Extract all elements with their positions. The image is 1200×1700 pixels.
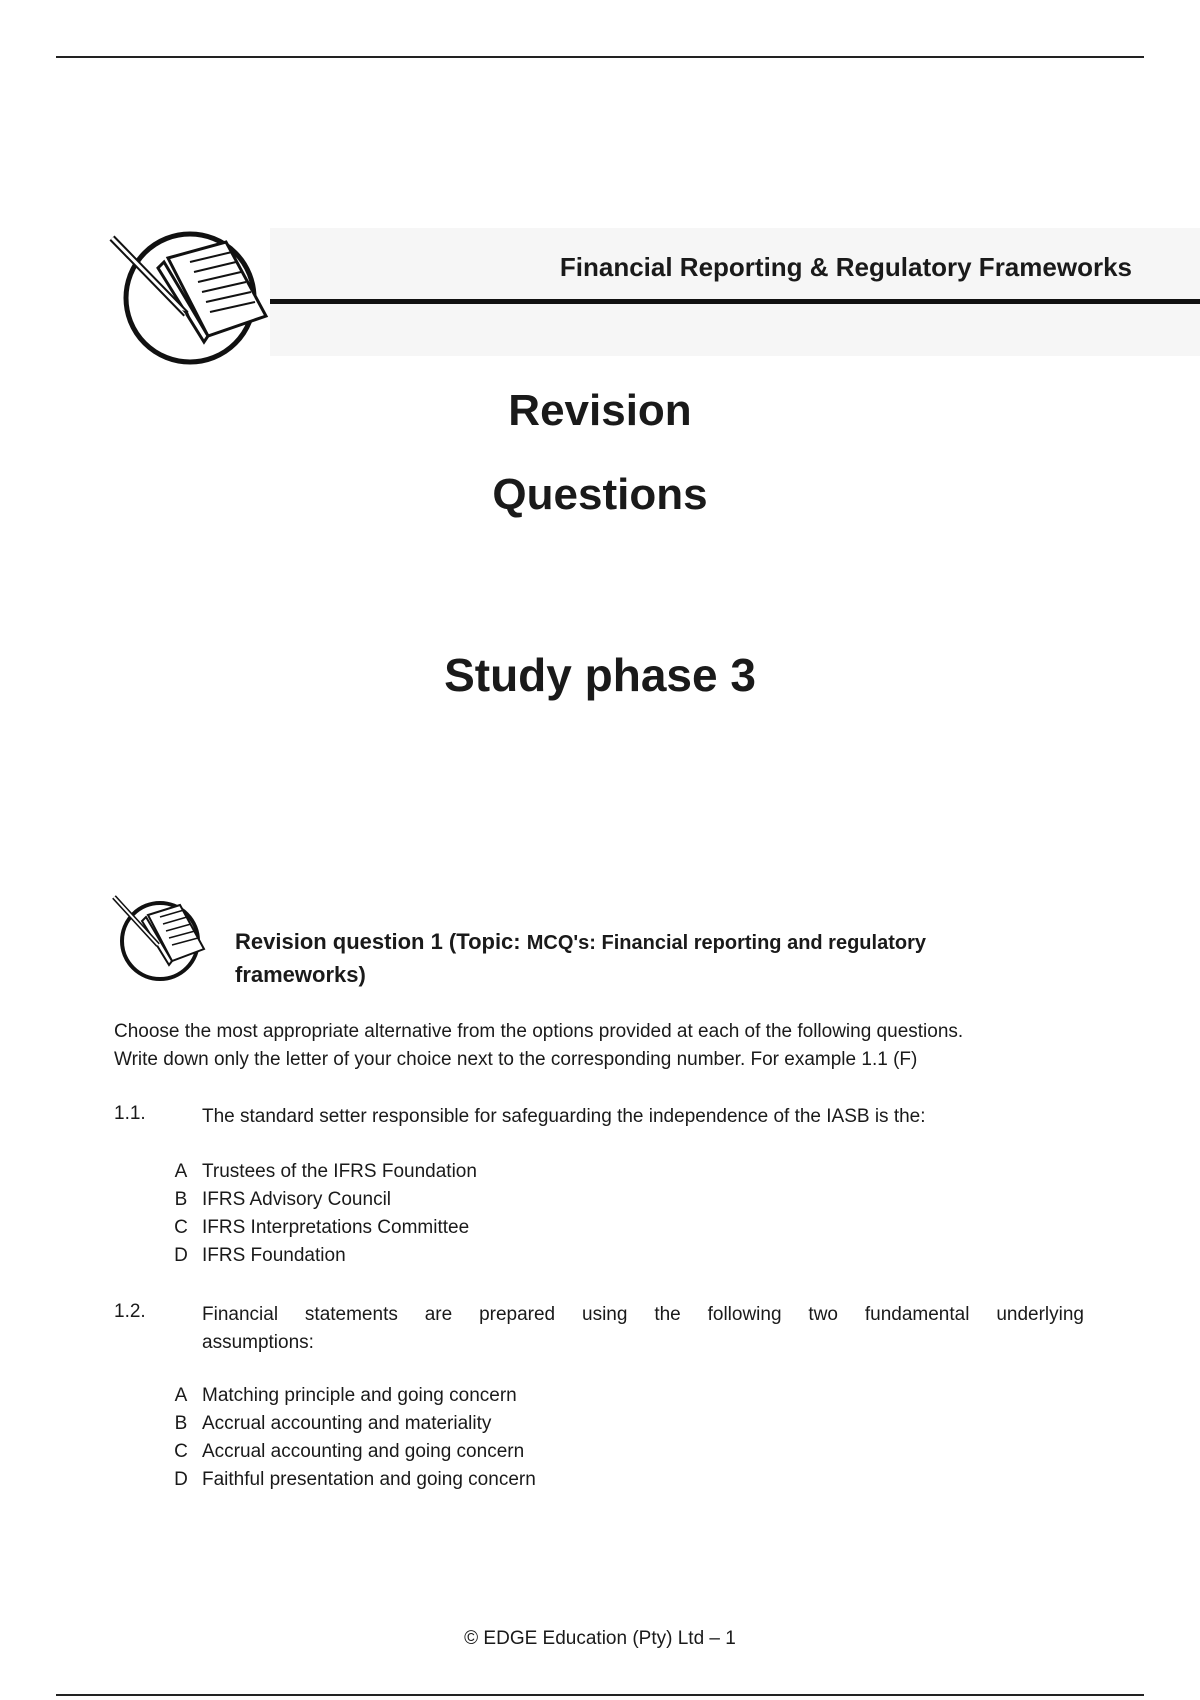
option-letter: C	[174, 1217, 188, 1238]
header-band	[270, 228, 1200, 356]
page-footer: © EDGE Education (Pty) Ltd – 1	[464, 1628, 736, 1649]
option-item	[160, 1186, 477, 1214]
book-and-pen-icon	[108, 228, 278, 368]
option-text: IFRS Advisory Council	[202, 1189, 392, 1210]
question-options	[160, 1158, 477, 1270]
option-item	[160, 1466, 536, 1494]
option-text: Faithful presentation and going concern	[202, 1469, 536, 1490]
title-revision: Revision	[508, 386, 692, 435]
option-text: Trustees of the IFRS Foundation	[202, 1161, 477, 1182]
title-questions: Questions	[492, 470, 708, 519]
option-letter: D	[174, 1245, 188, 1266]
option-text: Accrual accounting and materiality	[202, 1413, 492, 1434]
instructions-line1: Choose the most appropriate alternative from the options provided at each of the following questions.	[114, 1021, 964, 1042]
option-item	[160, 1214, 477, 1242]
option-item	[160, 1242, 477, 1270]
option-item	[160, 1158, 477, 1186]
question-options	[160, 1382, 536, 1494]
bottom-rule	[56, 1694, 1144, 1696]
question-heading	[235, 926, 1035, 991]
question-heading-part1: Revision question 1 (Topic:	[235, 929, 527, 954]
title-study-phase: Study phase 3	[444, 649, 756, 701]
option-text: IFRS Foundation	[202, 1245, 346, 1266]
question-text-line1: Financial statements are prepared using the following two fundamental underlying	[202, 1304, 1084, 1325]
question-number: 1.1.	[114, 1103, 146, 1124]
option-text: Matching principle and going concern	[202, 1385, 517, 1406]
instructions-line2: Write down only the letter of your choice next to the corresponding number. For example 1.1 (F)	[114, 1049, 918, 1070]
instructions	[114, 1018, 1084, 1074]
option-letter: D	[174, 1469, 188, 1490]
question-heading-part3: frameworks)	[235, 962, 366, 987]
option-letter: A	[174, 1385, 188, 1406]
option-letter: B	[174, 1189, 188, 1210]
question-text-line2: assumptions:	[202, 1332, 314, 1353]
header-title: Financial Reporting & Regulatory Frameworks	[559, 252, 1132, 282]
question-heading-part2: MCQ's: Financial reporting and regulatory	[526, 932, 926, 954]
option-letter: C	[174, 1441, 188, 1462]
question-number: 1.2.	[114, 1301, 146, 1322]
option-item	[160, 1438, 536, 1466]
option-text: Accrual accounting and going concern	[202, 1441, 525, 1462]
option-letter: B	[174, 1413, 188, 1434]
option-text: IFRS Interpretations Committee	[202, 1217, 470, 1238]
book-and-pen-icon	[112, 893, 208, 983]
header-rule	[270, 299, 1200, 304]
top-rule	[56, 56, 1144, 58]
question-text	[202, 1301, 1084, 1357]
question-text: The standard setter responsible for safeguarding the independence of the IASB is the:	[202, 1106, 926, 1127]
option-letter: A	[174, 1161, 188, 1182]
option-item	[160, 1410, 536, 1438]
option-item	[160, 1382, 536, 1410]
